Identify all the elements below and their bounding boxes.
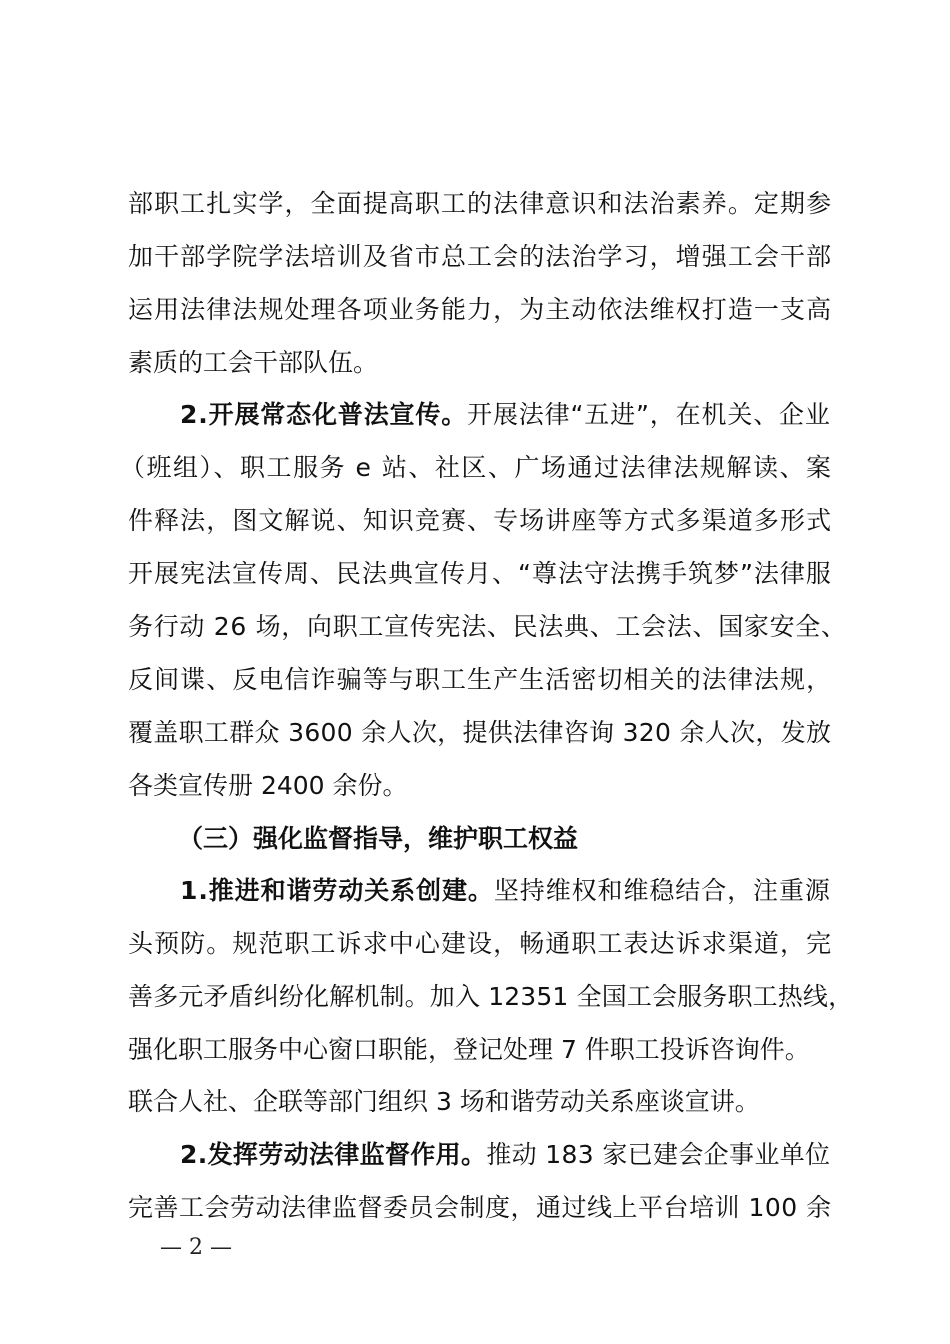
line-text: 坚持维权和维稳结合，注重源 <box>493 876 831 905</box>
text-line-content <box>128 1078 760 1126</box>
line-text: 强化职工服务中心窗口职能，登记处理 7 件职工投诉咨询件。 <box>128 1035 810 1064</box>
line-text: 推动 183 家已建会企事业单位 <box>486 1140 831 1169</box>
text-line <box>0 180 950 228</box>
line-text: 件释法，图文解说、知识竞赛、专场讲座等方式多渠道多形式 <box>128 506 833 535</box>
line-text: 加干部学院学法培训及省市总工会的法治学习，增强工会干部 <box>128 242 833 271</box>
text-line <box>0 1184 950 1232</box>
line-text: 素质的工会干部队伍。 <box>128 348 379 377</box>
text-line <box>0 973 950 1021</box>
line-text: 务行动 26 场，向职工宣传宪法、民法典、工会法、国家安全、 <box>128 612 847 641</box>
text-line-content <box>180 1131 830 1179</box>
text-line <box>0 920 950 968</box>
text-line <box>0 867 950 915</box>
line-text: 反间谍、反电信诈骗等与职工生产生活密切相关的法律法规， <box>128 665 833 694</box>
text-line-content <box>128 1026 810 1074</box>
bold-heading: （三）强化监督指导，维护职工权益 <box>178 824 579 853</box>
text-line-content <box>128 920 832 968</box>
text-line-content <box>128 497 832 545</box>
text-line-content <box>128 1184 832 1232</box>
text-line <box>0 762 950 810</box>
text-line-content <box>128 709 831 757</box>
text-line <box>0 286 950 334</box>
bold-heading: 1.推进和谐劳动关系创建。 <box>180 876 494 905</box>
text-line-content <box>178 815 578 863</box>
text-line <box>0 497 950 545</box>
text-line-content <box>128 180 832 228</box>
bold-heading: 2.发挥劳动法律监督作用。 <box>180 1140 487 1169</box>
text-line-content <box>128 233 832 281</box>
line-text: 完善工会劳动法律监督委员会制度，通过线上平台培训 100 余 <box>128 1193 832 1222</box>
text-line-content <box>128 973 853 1021</box>
text-line <box>0 339 950 387</box>
line-text: 开展宪法宣传周、民法典宣传月、“尊法守法携手筑梦”法律服 <box>128 559 832 588</box>
text-line <box>0 603 950 651</box>
line-text: 头预防。规范职工诉求中心建设，畅通职工表达诉求渠道，完 <box>128 929 833 958</box>
text-line-content <box>128 762 408 810</box>
text-line <box>0 1131 950 1179</box>
text-line <box>0 815 950 863</box>
line-text: 覆盖职工群众 3600 余人次，提供法律咨询 320 余人次，发放 <box>128 718 832 747</box>
line-text: 部职工扎实学，全面提高职工的法律意识和法治素养。定期参 <box>128 189 833 218</box>
line-text: 运用法律法规处理各项业务能力，为主动依法维权打造一支高 <box>128 295 833 324</box>
text-line-content <box>180 391 831 439</box>
line-text: 联合人社、企联等部门组织 3 场和谐劳动关系座谈宣讲。 <box>128 1087 760 1116</box>
text-line <box>0 444 950 492</box>
bold-heading: 2.开展常态化普法宣传。 <box>180 400 468 429</box>
line-text: （班组）、职工服务 e 站、社区、广场通过法律法规解读、案 <box>120 453 833 482</box>
text-line <box>0 391 950 439</box>
text-line <box>0 550 950 598</box>
text-line-content <box>128 550 832 598</box>
line-text: 开展法律“五进”，在机关、企业 <box>467 400 831 429</box>
text-line <box>0 656 950 704</box>
text-line <box>0 1026 950 1074</box>
line-text: 各类宣传册 2400 余份。 <box>128 771 408 800</box>
text-line <box>0 1078 950 1126</box>
page-number: — 2 — <box>160 1235 232 1260</box>
text-line-content <box>120 444 833 492</box>
text-line-content <box>128 603 847 651</box>
text-line-content <box>128 339 378 387</box>
text-line-content <box>128 656 832 704</box>
line-text: 善多元矛盾纠纷化解机制。加入 12351 全国工会服务职工热线， <box>128 982 854 1011</box>
text-line <box>0 233 950 281</box>
text-line <box>0 709 950 757</box>
text-line-content <box>128 286 832 334</box>
text-line-content <box>180 867 831 915</box>
